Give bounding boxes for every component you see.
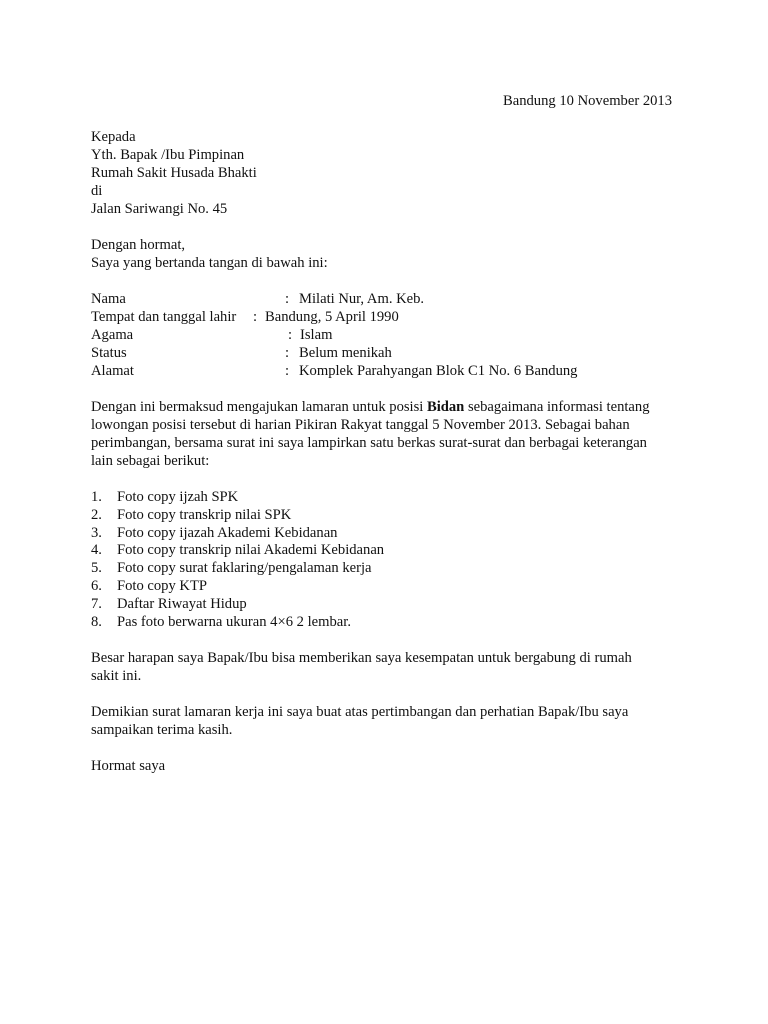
identity-row-agama bbox=[91, 326, 691, 344]
paragraph-line: perimbangan, bersama surat ini saya lampirkan satu berkas surat-surat dan berbagai keterangan bbox=[91, 435, 647, 451]
field-value: Belum menikah bbox=[299, 345, 392, 361]
paragraph-line: Demikian surat lamaran kerja ini saya buat atas pertimbangan dan perhatian Bapak/Ibu saya bbox=[91, 704, 629, 720]
field-label: Alamat bbox=[91, 363, 134, 379]
list-number: 7. bbox=[91, 595, 102, 612]
field-value: Islam bbox=[300, 327, 333, 343]
identity-row-status bbox=[91, 344, 691, 362]
intro-sentence: Saya yang bertanda tangan di bawah ini: bbox=[91, 255, 328, 271]
identity-row-ttl bbox=[91, 308, 691, 326]
list-number: 8. bbox=[91, 613, 102, 630]
applicant-identity bbox=[91, 290, 691, 380]
list-text: Pas foto berwarna ukuran 4×6 2 lembar. bbox=[117, 613, 351, 630]
list-text: Foto copy KTP bbox=[117, 577, 207, 594]
list-text: Daftar Riwayat Hidup bbox=[117, 595, 247, 612]
paragraph-text: Dengan ini bermaksud mengajukan lamaran untuk posisi bbox=[91, 399, 427, 415]
recipient-line: Kepada bbox=[91, 129, 136, 145]
application-paragraph bbox=[91, 398, 681, 470]
list-number: 3. bbox=[91, 524, 102, 541]
paragraph-line: lowongan posisi tersebut di harian Pikiran Rakyat tanggal 5 November 2013. Sebagai bahan bbox=[91, 417, 630, 433]
greeting bbox=[91, 236, 691, 272]
list-text: Foto copy ijazah Akademi Kebidanan bbox=[117, 524, 338, 541]
list-item bbox=[91, 506, 691, 524]
position-name: Bidan bbox=[426, 399, 465, 415]
list-item bbox=[91, 613, 691, 631]
paragraph-line bbox=[91, 398, 681, 416]
field-separator: : bbox=[285, 345, 290, 361]
paragraph-line: Besar harapan saya Bapak/Ibu bisa memberikan saya kesempatan untuk bergabung di rumah bbox=[91, 650, 632, 666]
list-text: Foto copy surat faklaring/pengalaman kerja bbox=[117, 560, 372, 577]
identity-row-alamat bbox=[91, 362, 691, 380]
recipient-line: Jalan Sariwangi No. 45 bbox=[91, 201, 228, 217]
list-item bbox=[91, 577, 691, 595]
field-label: Status bbox=[91, 345, 127, 361]
field-separator: : bbox=[288, 327, 293, 343]
closing-regards bbox=[91, 757, 691, 775]
list-number: 4. bbox=[91, 542, 102, 559]
recipient-line: di bbox=[91, 183, 103, 199]
list-item bbox=[91, 524, 691, 542]
list-item bbox=[91, 559, 691, 577]
recipient-line: Yth. Bapak /Ibu Pimpinan bbox=[91, 147, 245, 163]
field-separator: : bbox=[253, 309, 258, 325]
field-value: Bandung, 5 April 1990 bbox=[265, 309, 399, 325]
field-label: Nama bbox=[91, 291, 126, 307]
identity-row-nama bbox=[91, 290, 691, 308]
paragraph-line: lain sebagai berikut: bbox=[91, 453, 210, 469]
salutation: Dengan hormat, bbox=[91, 237, 186, 253]
regards-text: Hormat saya bbox=[91, 758, 166, 774]
recipient-address bbox=[91, 128, 691, 218]
letter-date: Bandung 10 November 2013 bbox=[503, 93, 673, 109]
list-text: Foto copy transkrip nilai SPK bbox=[117, 506, 292, 523]
field-separator: : bbox=[285, 291, 290, 307]
field-value: Milati Nur, Am. Keb. bbox=[299, 291, 425, 307]
list-text: Foto copy transkrip nilai Akademi Kebidanan bbox=[117, 542, 385, 559]
list-item bbox=[91, 488, 691, 506]
list-number: 5. bbox=[91, 560, 102, 577]
closing-paragraph bbox=[91, 703, 681, 739]
list-item bbox=[91, 541, 691, 559]
attachment-list bbox=[91, 488, 691, 630]
paragraph-line: sakit ini. bbox=[91, 668, 142, 684]
recipient-line: Rumah Sakit Husada Bhakti bbox=[91, 165, 257, 181]
field-separator: : bbox=[285, 363, 290, 379]
list-number: 6. bbox=[91, 577, 102, 594]
list-number: 2. bbox=[91, 506, 102, 523]
list-number: 1. bbox=[91, 489, 102, 505]
field-value: Komplek Parahyangan Blok C1 No. 6 Bandung bbox=[299, 363, 578, 379]
list-text: Foto copy ijzah SPK bbox=[117, 489, 239, 505]
paragraph-text: sebagaimana informasi tentang bbox=[464, 399, 650, 415]
list-item bbox=[91, 595, 691, 613]
paragraph-line: sampaikan terima kasih. bbox=[91, 722, 233, 738]
field-label: Tempat dan tanggal lahir bbox=[91, 309, 237, 325]
hope-paragraph bbox=[91, 649, 681, 685]
field-label: Agama bbox=[91, 327, 134, 343]
